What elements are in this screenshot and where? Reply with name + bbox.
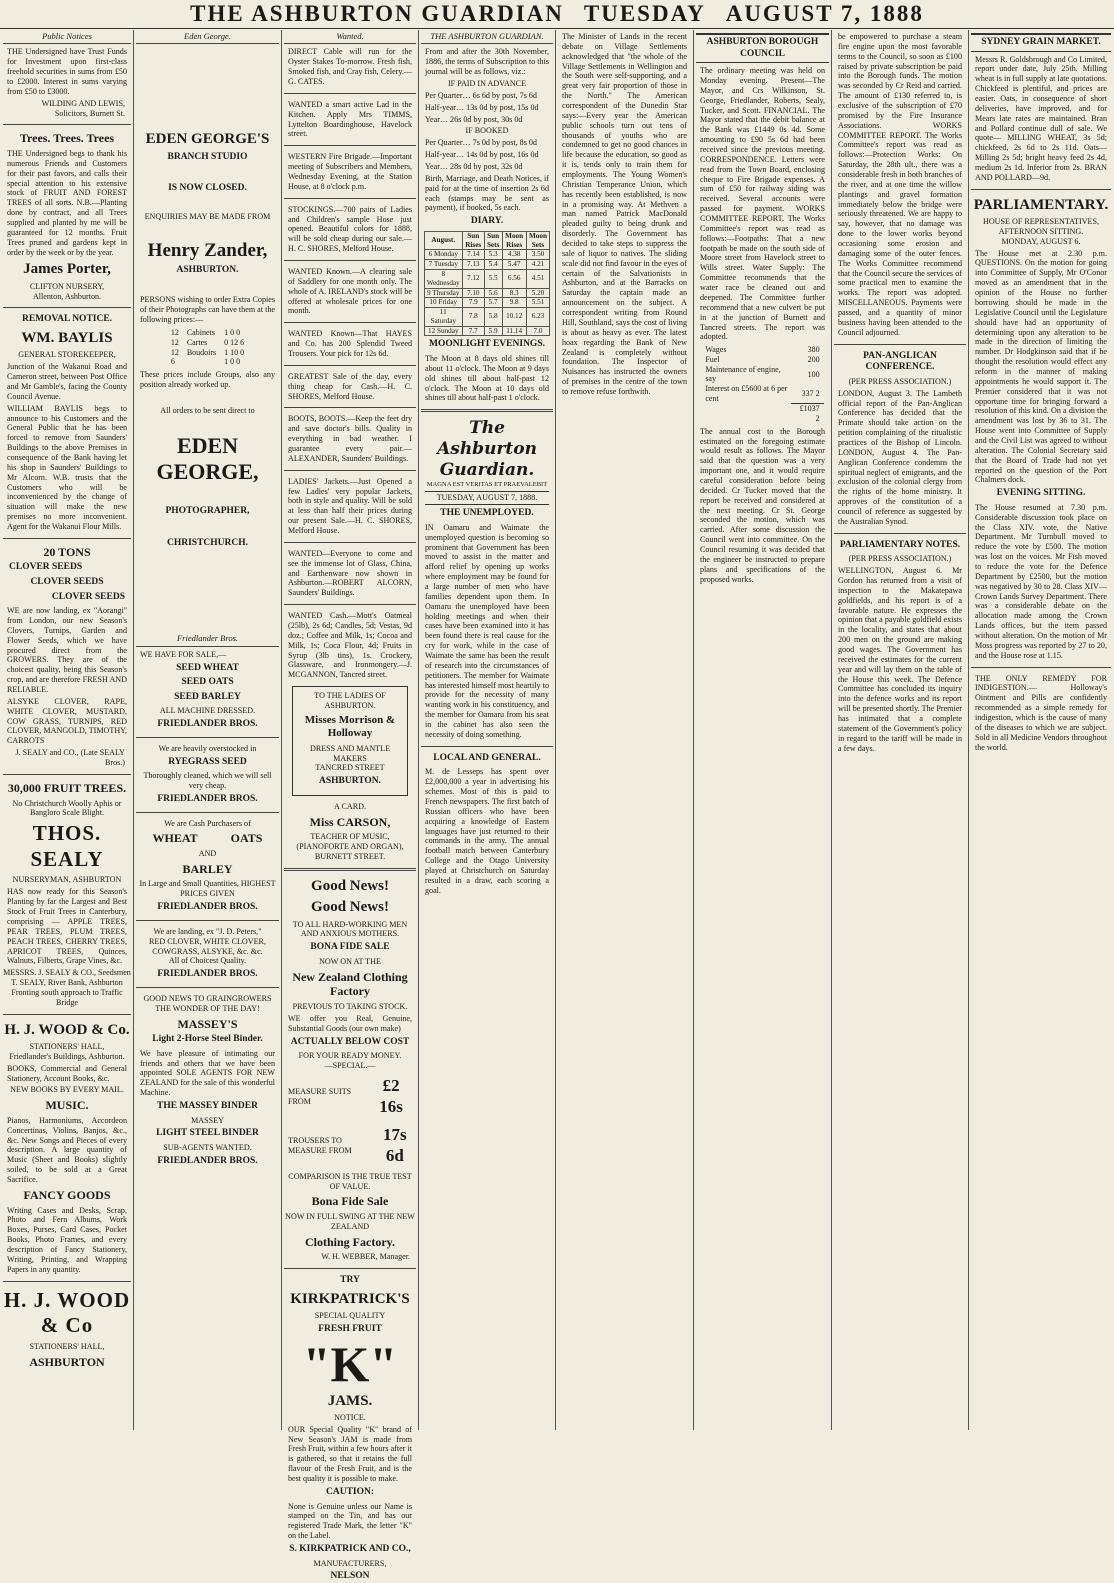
table-row: £1037 2 xyxy=(701,404,823,424)
borough-council-text-2: The annual cost to the Borough estimated on the foregoing estimate would result as follows. The Mayor said that the question was a very important one, and it would require careful consideration before being decided. Cr Tucker moved that the report be received and considered at the next meeting. Cr St. George seconded the motion, which was carried. After some discussion the Council went into committee. On the Council resuming it was decided that the engineer be instructed to prepare plans and specifications of the proposed works. xyxy=(700,426,825,584)
table-row: 6 Monday 7.14 5.3 4.38 3.50 xyxy=(424,250,550,260)
porter-name: James Porter, xyxy=(23,261,111,278)
fried-line: THE MASSEY BINDER xyxy=(156,1101,258,1112)
subscription-terms: From and after the 30th November, 1886, the terms of Subscription to this journal will be as follows, viz.: xyxy=(425,47,549,77)
misses-sub: DRESS AND MANTLE MAKERS xyxy=(309,743,391,763)
wood-books-note: NEW BOOKS BY EVERY MAIL. xyxy=(10,1085,124,1095)
suit-price-row xyxy=(288,1073,412,1120)
column-rule xyxy=(555,30,556,1430)
fried-line: We are heavily overstocked in xyxy=(158,743,257,753)
wanted-ad: WESTERN Fire Brigade.—Important meeting of Subscribers and Members, Wednesday Evening, at the Station House, at 8 o'clock p.m. xyxy=(288,152,412,191)
fried-line: MASSEY xyxy=(191,1115,224,1125)
moonlight-title: MOONLIGHT EVENINGS. xyxy=(429,339,545,350)
wanted-ad: GREATEST Sale of the day, every thing cheap for Cash.—H. C. SHORES, Melford House. xyxy=(288,371,412,401)
pan-anglican-text: LONDON, August 3. The Lambeth official report of the Pan-Anglican Conference has decided that the Primate should take action on the petition complaining of the ritualistic practices of the Bishop of Lincoln. LONDON, August 4. The Pan-Anglican Conference condemns the spiritual neglect of emigrants, and the exclusion of the colonial clergy from the rights of the home ministry. It approves of the constitution of a council of reference as suggested by the Australian Synod. xyxy=(838,388,962,526)
rates-row: Per Quarter… 7s 0d by post, 8s 0d xyxy=(425,138,537,148)
column-eden-george xyxy=(136,30,279,1430)
table-row: 10 Friday 7.9 5.7 9.8 5.51 xyxy=(424,298,550,308)
kirk-mfr: MANUFACTURERS, xyxy=(313,1558,387,1568)
leader-title: THE UNEMPLOYED. xyxy=(440,508,534,519)
parliamentary-date: MONDAY, AUGUST 6. xyxy=(1001,236,1081,246)
fruit-trees-sig: T. SEALY, River Bank, Ashburton xyxy=(11,978,123,988)
fried-signature: FRIEDLANDER BROS. xyxy=(157,969,258,980)
orders-direct: All orders to be sent direct to xyxy=(160,405,255,415)
parliamentary-notes-assoc: (PER PRESS ASSOCIATION.) xyxy=(848,554,952,564)
seeds-ad: WE are now landing, ex "Aorangi" from London, our new Season's Clovers, Turnips, Garden and Flower Seeds, which we have procured direct from the GROWERS. They are of the choicest quality, being this Season's crop, and are therefore FRESH AND RELIABLE. xyxy=(7,606,127,695)
fried-line: WHEAT xyxy=(152,831,198,846)
pan-anglican-title: PAN-ANGLICAN CONFERENCE. xyxy=(863,350,937,373)
fried-line: THE WONDER OF THE DAY! xyxy=(155,1003,260,1013)
afternoon-label: AFTERNOON SITTING. xyxy=(998,226,1084,236)
table-row: 8 Wednesday 7.12 5.5 6.56 4.51 xyxy=(424,269,550,288)
section-label: THE ASHBURTON GUARDIAN. xyxy=(421,30,553,44)
masthead-date: AUGUST 7, 1888 xyxy=(725,1,924,26)
enquiries-text: ENQUIRIES MAY BE MADE FROM xyxy=(144,211,271,221)
kirk-jams: JAMS. xyxy=(327,1392,373,1409)
fried-line: SEED WHEAT xyxy=(176,662,239,673)
fruit-trees-sig: MESSRS. J. SEALY & CO., Seedsmen xyxy=(3,968,131,978)
baylis-ad: WILLIAM BAYLIS begs to announce to his Customers and the General Public that he has been forced to remove from Saunders' Buildings to the above Premises in consequence of the Bank having let his shop in Saunders' Buildings to Mr Alcorn. W.B. trusts that the Customers who will be inconvenienced by the change of situation will make the new premises no more inconvenient. Agent for the Wakanui Flour Mills. xyxy=(7,403,127,531)
studio-closed: IS NOW CLOSED. xyxy=(168,183,247,194)
newspaper-masthead xyxy=(0,0,1114,29)
baylis-subtitle: GENERAL STOREKEEPER, xyxy=(18,350,116,360)
good-news-manager: W. H. WEBBER, Manager. xyxy=(321,1252,410,1262)
table-header: August. Sun Rises Sun Sets Moon Rises Moon Sets xyxy=(424,231,550,250)
wanted-ad: LADIES' Jackets.—Just Opened a few Ladies' very popular Jackets, both in style and quality. Will be sold at less than half their prices during our present Sale.—H. C. SHORES, Melford House. xyxy=(288,476,412,536)
fried-line: GOOD NEWS TO GRAINGROWERS xyxy=(143,993,272,1003)
misses-pre: TO THE LADIES OF ASHBURTON. xyxy=(314,691,386,711)
newspaper-title: THE ASHBURTON GUARDIAN xyxy=(190,1,564,26)
fried-line: SEED BARLEY xyxy=(174,691,241,702)
carson-sub: (PIANOFORTE AND ORGAN), xyxy=(296,842,404,852)
porter-address: Allenton, Ashburton. xyxy=(32,291,102,301)
extra-copies-text: PERSONS wishing to order Extra Copies of their Photographs can have them at the following prices:— xyxy=(140,295,275,325)
fried-intro: WE HAVE FOR SALE,— xyxy=(140,649,227,659)
fried-line: In Large and Small Quantities, HIGHEST PRICES GIVEN xyxy=(139,879,276,899)
wanted-ad: WANTED Known—That HAYES and Co. has 200 Splendid Tweed Trousers. Your pick for 12s 6d. xyxy=(288,329,412,358)
fried-line: We have pleasure of intimating our friends and others that we have been appointed SOLE AGENTS FOR NEW ZEALAND for the sale of this wonderful Machine. xyxy=(140,1048,275,1098)
parliamentary-title: PARLIAMENTARY. xyxy=(973,196,1109,213)
kirk-text: OUR Special Quality "K" brand of New Season's JAM is made from Fresh Fruit, within a few hours after it is gathered, so that it retains the full flavour of the Fresh Fruit, and is the best quality it is possible to make. xyxy=(288,1424,412,1484)
kirk-special: SPECIAL QUALITY xyxy=(314,1311,386,1321)
rates-row: Half-year… 13s 0d by post, 15s 0d xyxy=(425,102,539,112)
seeds-heading: CLOVER SEEDS xyxy=(9,562,83,573)
moonlight-text: The Moon at 8 days old shines till about 11 o'clock. The Moon at 9 days old shines till about half-past 12 o'clock. The Moon at 10 days old shines till about half-past 1 o'clock. xyxy=(425,354,549,403)
column-rule xyxy=(968,30,969,1430)
column-rule xyxy=(418,30,419,1430)
fried-line: Thoroughly cleaned, which we will sell very cheap. xyxy=(143,771,272,791)
good-news-line: COMPARISON IS THE TRUE TEST OF VALUE. xyxy=(288,1171,412,1191)
fancy-goods-heading: FANCY GOODS xyxy=(23,1187,111,1202)
seeds-heading-tons: 20 TONS xyxy=(43,544,91,559)
table-row: 12 Boudoirs 1 10 0 xyxy=(170,347,245,357)
wanted-ad: WANTED a smart active Lad in the Kitchen. Apply Mrs TIMMS, Lyttelton Boardinghouse, Havelock street. xyxy=(288,99,412,139)
fruit-trees-ad: HAS now ready for this Season's Planting by far the Largest and Best Stock of Fruit Trees in Canterbury, comprising — APPLE TREES, PEAR TREES, PLUM TREES, PEACH TREES, CHERRY TREES, APRICOT TREES, Quinces, Walnuts, Filberts, Grape Vines, &c. xyxy=(7,887,127,966)
kirk-town: NELSON xyxy=(330,1571,370,1582)
evening-text: The House resumed at 7.30 p.m. Considerable discussion took place on the Class XIV. vote, the Native Department. Mr Turnbull moved to reduce the vote by £500. The motion was lost on the voices. Mr Fish moved to reduce the vote for the Defence Department by £2500, but the motion was negatived by 30 to 28. Class XIV—Crown Lands Survey Department. There was a considerable debate on the allocation made among the Crown Lands offices, but the item passed without alteration. On the motion of Mr Moss progress was reported by 27 to 20, and the House rose at 1.15. xyxy=(975,502,1107,660)
seeds-heading: CLOVER SEEDS xyxy=(30,577,104,588)
wood-firm-name: H. J. WOOD & Co. xyxy=(4,1021,130,1038)
rates-row: Year… 28s 0d by post, 32s 0d xyxy=(425,161,523,171)
fancy-goods-ad: Writing Cases and Desks, Scrap, Photo and Fern Albums, Work Boxes, Purses, Card Cases, Pocket Books, Photo Frames, and every description of Fancy Stationery, Writing, Printing, and Wrapping Papers in any quantity. xyxy=(7,1205,127,1274)
estimate-table xyxy=(701,345,823,424)
eden-george-name: EDEN GEORGE, xyxy=(156,432,259,485)
good-news-line: —SPECIAL.— xyxy=(324,1060,376,1070)
good-news-factory: New Zealand Clothing Factory xyxy=(292,969,408,999)
suit-price: £2 16s xyxy=(379,1075,403,1116)
carson-role: TEACHER OF MUSIC, xyxy=(310,832,390,842)
column-rule xyxy=(133,30,134,1430)
leader-text: IN Oamaru and Waimate the unemployed question is becoming so prominent that Government has been moved to assist in the matter and afford relief by opening up works where employment may be found for a large number of men who have families dependent upon them. In Oamaru the unemployed have been holding meetings and when their cases have been examined into it has been found there is real cause for the cry for work, while in the case of Waimate the same has been the result of research into the circumstances of petitioners. The member for Waimate has interested himself most heartily to provide for the necessity of many wanting work in his constituency, and the member for Oamaru from his seat in the cabinet has also seen the necessity of doing something. xyxy=(425,522,549,739)
fried-signature: FRIEDLANDER BROS. xyxy=(157,719,258,730)
fried-line: BARLEY xyxy=(182,861,233,876)
pan-anglican-assoc: (PER PRESS ASSOCIATION.) xyxy=(848,376,952,386)
fried-line: MASSEY'S xyxy=(177,1016,238,1031)
baylis-address: Junction of the Wakanui Road and Cameron street, between Post Office and Mr Gamble's, facing the County Council Avenue. xyxy=(7,362,127,401)
fried-line: All of Choicest Quality. xyxy=(168,956,247,966)
borough-council-title: ASHBURTON BOROUGH COUNCIL xyxy=(696,33,829,63)
table-row: 7 Tuesday 7.13 5.4 5.47 4.21 xyxy=(424,260,550,270)
fried-signature: FRIEDLANDER BROS. xyxy=(157,1155,258,1166)
wanted-ad: BOOTS, BOOTS.—Keep the feet dry and save doctor's bills. Quality in everything in bad weather. I guarantee every pair.—ALEXANDER, Saunders' Buildings. xyxy=(288,414,412,463)
table-row: 12 Cabinets 1 0 0 xyxy=(170,328,241,337)
editorial-date: TUESDAY, AUGUST 7, 1888. xyxy=(425,491,549,505)
seeds-heading: CLOVER SEEDS xyxy=(51,591,125,602)
column-rule xyxy=(693,30,694,1430)
table-row: Maintenance of engine, say 100 xyxy=(705,364,820,384)
good-news-line: PREVIOUS TO TAKING STOCK. xyxy=(292,1001,408,1011)
photographer-label: PHOTOGRAPHER, xyxy=(165,506,250,517)
trousers-price-row xyxy=(288,1122,412,1169)
kirk-caution: CAUTION: xyxy=(325,1486,375,1497)
zander-town: ASHBURTON. xyxy=(176,264,239,275)
carson-name: Miss CARSON, xyxy=(309,814,391,829)
fried-line: OATS xyxy=(230,831,263,846)
thos-sealy-name: THOS. SEALY xyxy=(30,821,104,871)
fried-signature: FRIEDLANDER BROS. xyxy=(157,793,258,804)
fried-grain-row xyxy=(136,828,279,849)
eden-george-heading: EDEN GEORGE'S xyxy=(145,131,270,148)
branch-studio: BRANCH STUDIO xyxy=(167,151,248,162)
kirk-name: KIRKPATRICK'S xyxy=(290,1290,410,1307)
carson-addr: BURNETT STREET. xyxy=(314,852,386,862)
music-heading: MUSIC. xyxy=(45,1098,89,1113)
good-news-line: NOW IN FULL SWING AT THE NEW ZEALAND xyxy=(285,1212,415,1231)
column-public-notices xyxy=(3,30,131,1430)
column-parliamentary xyxy=(971,30,1111,1430)
holloway-footer: THE ONLY REMEDY FOR INDIGESTION.— Holloway's Ointment and Pills are confidently recommended as a simple remedy for indigestion, which is the cause of many of the diseases to which we are subject. Sold in all Medicine Vendors throughout the world. xyxy=(975,673,1107,752)
photo-price-table xyxy=(167,328,248,367)
music-ad: Pianos, Harmoniums, Accordeon Concertinas, Violins, Banjos, &c., &c. New Songs and Pieces of every description. A large quantity of Music (Sheet and Books) slightly soiled, to be sold at a Great Sacrifice. xyxy=(7,1115,127,1185)
local-general-title: LOCAL AND GENERAL. xyxy=(433,752,541,763)
parliamentary-notes-title: PARLIAMENTARY NOTES. xyxy=(839,539,961,550)
news-text: The Minister of Lands in the recent debate on Village Settlements acknowledged that "the whole of the Village Settlements in Wellington and the South were self-supporting, and a great very fair proportion of those in the North." The American correspondent of the Dunedin Star says:—Every year the American public schools turn out tens of thousands of youths who are condemned to get no good chances in life because the education, so good as it is, tends only to train them for employments. The Young Women's Christian Temperance Union, which has recently been established, is now in a promising way. At Methven a man named Patrick MacDonald pleaded guilty to being drunk and disorderly. The Government has decided to take steps to suppress the sale of liquor to natives. The sliding scale did not find favour in the eyes of certain of the Salvationists in Ashburton, and at the Barracks on Saturday the captain made an announcement on the subject. A correspondent writing from Round Hill, Southland, says the cost of living is about as heavy as ever. The latest hoax regarding the Bank of New Zealand is completely without foundation. The Inspector of Nuisances has instructed the owners of premises in the centre of the town to remove refuse forthwith. xyxy=(562,32,687,396)
trousers-label: TROUSERS TO MEASURE FROM xyxy=(288,1136,352,1156)
guardian-motto: MAGNA EST VERITAS ET PRAEVALEBIT xyxy=(426,480,548,488)
wanted-ad: WANTED—Everyone to come and see the immense lot of Glass, China, and Earthenware now shown in Ashburton.—ROBERT ALCORN, Saunders' Buildings. xyxy=(288,548,412,598)
parliamentary-text: The House met at 2.30 p.m. QUESTIONS. On the motion for going into Committee of Supply, Mr O'Conor moved as an amendment that in the opinion of the House no further borrowing should be made in the Legislative Council until the Legislature should have had an opportunity of determining upon any alteration to be made in the direction of limiting the number. Dr Hodgkinson said that if he thought the resolution would effect any reform in the manner of making appointments he would support it. The Premier considered that it was not opportune time for bringing forward a resolution of this kind. On a division the amendment was lost by 36 to 31. The House went into Committee of Supply and the Civil List was agreed to without alteration. The Colonial Secretary said that the Board of Trade had not yet reported on the question of the Port Chalmers dock. xyxy=(975,248,1107,485)
fruit-trees-sub: No Christchurch Woolly Aphis or Bangloro Scale Blight. xyxy=(12,798,122,818)
wanted-ad: STOCKINGS.—700 pairs of Ladies and Children's sample Hose just opened. Beautiful colors for 1888, will be sold cheap during our sale.—H. C. SHORES, Melford House. xyxy=(288,204,412,254)
section-label: Wanted. xyxy=(284,30,416,44)
grain-market-title: SYDNEY GRAIN MARKET. xyxy=(971,33,1111,52)
masthead-weekday: TUESDAY xyxy=(583,1,706,26)
if-booked: IF BOOKED xyxy=(465,126,509,136)
fried-line: Light 2-Horse Steel Binder. xyxy=(152,1034,263,1045)
fried-line: ALL MACHINE DRESSED. xyxy=(159,706,256,716)
house-label: HOUSE OF REPRESENTATIVES, xyxy=(982,217,1100,227)
good-news-line: TO ALL HARD-WORKING MEN AND ANXIOUS MOTHERS. xyxy=(292,919,408,939)
removal-heading: REMOVAL NOTICE. xyxy=(21,314,113,325)
fruit-trees-heading: 30,000 FRUIT TREES. xyxy=(7,780,127,795)
wanted-ad: WANTED Cash.—Mott's Oatmeal (25lb), 2s 6d; Candles, 5d; Vestas, 9d doz.; Coffee and Milk, 1s; Cocoa and Milk, 1s; Coca Flour, 4d; Fruits in Syrup (3lb tins), 1s. Crockery, Glassware, and Ironmongery.—J. MCGANNON, Tancred street. xyxy=(288,611,412,680)
wanted-ad: DIRECT Cable will run for the Oyster Stakes To-morrow. Fresh fish, Smoked fish, and Cray fish, Celery.—G. CATES. xyxy=(288,47,412,86)
borough-council-text: The ordinary meeting was held on Monday evening. Present—The Mayor, and Crs Wilkinson, St. George, Friedlander, Roberts, Sealy, Tucker, and Scott. FINANCIAL. The Mayor stated that the debit balance at the Bank was £1449 0s 4d. Some amounting to £90 5s 6d had been received since the previous meeting. CORRESPONDENCE. Letters were read from the Town Board, enclosing cheque to Fire Brigade expenses. A sum of £50 for railway siding was received. Several accounts were passed for payment. WORKS COMMITTEE REPORT. The Works Committee's report was read as follows:—Footpaths: That a new footpath be made on the south side of Moore street from Havelock street to Wills street. Water Supply: The Committee recommends that the water race be cleaned out and deepened. The Committee further recommend that a new culvert be put in at the junction of Burnett and Tancred streets. The report was adopted. xyxy=(700,66,825,342)
christchurch-label: CHRISTCHURCH. xyxy=(166,537,249,548)
diary-table xyxy=(424,231,551,337)
wanted-ad: WANTED Known.—A clearing sale of Saddlery for one month only. The whole of A. IRELAND's stock will be offered at wholesale prices for one month. xyxy=(288,266,412,316)
column-conference xyxy=(834,30,966,1430)
suit-label: MEASURE SUITS FROM xyxy=(288,1086,352,1106)
kirk-k-mark: "K" xyxy=(302,1335,398,1392)
misses-addr: TANCRED STREET xyxy=(315,763,385,773)
trees-heading: Trees. Trees. Trees xyxy=(19,131,115,146)
wood-books-ad: BOOKS, Commercial and General Stationery, Account Books, &c. xyxy=(7,1063,127,1083)
carson-pre: A CARD. xyxy=(334,801,366,811)
diary-title: DIARY. xyxy=(470,216,504,227)
rates-row: Half-year… 14s 0d by post, 16s 0d xyxy=(425,150,539,160)
fried-signature: FRIEDLANDER BROS. xyxy=(157,902,258,913)
table-row: 6 1 0 0 xyxy=(170,357,241,367)
fried-line: We are Cash Purchasers of xyxy=(164,818,251,828)
baylis-name: WM. BAYLIS xyxy=(21,330,113,347)
sealy-signature: J. SEALY and CO., (Late SEALY Bros.) xyxy=(15,748,125,768)
notices-terms: Birth, Marriage, and Death Notices, if paid for at the time of insertion 2s 6d each (stamps may be sent as payment), if booked, 5s each. xyxy=(425,173,549,213)
guardian-masthead: The Ashburton Guardian. xyxy=(437,418,537,480)
misses-name: Misses Morrison & Holloway xyxy=(304,713,396,740)
trust-funds-signature: WILDING AND LEWIS, Solicitors, Burnett St. xyxy=(41,98,125,118)
good-news-line: FOR YOUR READY MONEY. xyxy=(298,1051,402,1061)
column-rule xyxy=(831,30,832,1430)
rates-row: Per Quarter… 6s 6d by post, 7s 6d xyxy=(425,90,537,100)
kirk-caution-text: None is Genuine unless our Name is stamped on the Tin, and has our registered Trade Mark, the letter "K" on the Label. xyxy=(288,1501,412,1541)
fried-line: RED CLOVER, WHITE CLOVER, xyxy=(149,936,266,946)
fried-line: RYEGRASS SEED xyxy=(168,756,247,767)
grain-market-text: Messrs R. Goldsbrough and Co Limited, report under date, July 25th. Milling wheat is in full supply at late quotations. Chickfeed is plentiful, and prices are easier. Oats, in consequence of short deliveries, have improved, and for Mears late rates are maintained. Bran and Pollard continue dull of sale. We quote— MILLING WHEAT, 3s 5d; chickfeed, 2s 6d to 2s 11d. Oats—Milling 2s 5d; bright heavy feed 2s 4d, medium 2s 1d. Inferior from 2s. BRAN AND POLLARD—9d. xyxy=(975,54,1107,182)
wood-address: Friedlander's Buildings, Ashburton. xyxy=(9,1051,125,1061)
wood-firm-name: H. J. WOOD & Co xyxy=(3,1287,131,1338)
clothing-factory-heading: Clothing Factory. xyxy=(305,1234,395,1249)
trousers-price: 17s 6d xyxy=(383,1125,407,1166)
porter-nursery: CLIFTON NURSERY, xyxy=(29,281,105,291)
parliamentary-notes-text: WELLINGTON, August 6. Mr Gordon has returned from a visit of inspection to the Makatepawa goldfields, and his report is of a favorable nature. He expresses the opinion that a payable goldfield exists in the locality, and states that about 200 men on the ground are making good wages. The Government has received the estimates for the current year and will lay them on the table of the House this week. The Defence Committee has concluded its inquiry into the defence works and its report will be presented shortly. The Premier has intimated that a complete statement of the Government's policy in regard to the tariff will be made in a few days. xyxy=(838,566,962,753)
local-general-text: M. de Lesseps has spent over £2,000,000 a year in advertising his schemes. Most of this is paid to French newspapers. The first batch of Russian officers who have been acquiring a knowledge of Eastern languages have just returned to their commands in the army. The annual football match between Canterbury College and the Otago University played at Christchurch on Saturday resulted in a draw, each scoring a goal. xyxy=(425,767,549,895)
good-news-heading: Good News! xyxy=(311,899,389,916)
section-label: Friedlander Bros. xyxy=(136,632,279,646)
bona-fide-heading: Bona Fide Sale xyxy=(311,1194,389,1209)
good-news-line: ACTUALLY BELOW COST xyxy=(290,1036,410,1047)
misses-town: ASHBURTON. xyxy=(318,776,382,787)
column-rule xyxy=(281,30,282,1430)
thos-sealy-sub: NURSERYMAN, ASHBURTON xyxy=(12,875,122,885)
fruit-trees-sig: Fronting south approach to Traffic Bridge xyxy=(11,987,123,1007)
table-row: Wages 380 xyxy=(705,345,820,355)
table-row: 9 Thursday 7.10 5.6 8.3 5.20 xyxy=(424,288,550,298)
seeds-list: ALSYKE CLOVER, RAPE, WHITE CLOVER, MUSTARD, COW GRASS, TURNIPS, RED CLOVER, MANGOLD, TIMOTHY, CARROTS xyxy=(7,696,127,746)
table-row: 12 Cartes 0 12 6 xyxy=(170,337,245,347)
fried-line: AND xyxy=(198,849,217,858)
column-editorial xyxy=(421,30,553,1430)
wood-town: ASHBURTON xyxy=(29,1354,105,1369)
table-row: 12 Sunday 7.7 5.9 11.14 7.0 xyxy=(424,326,550,336)
fried-line: We are landing, ex "J. D. Peters," xyxy=(153,926,262,936)
table-row: Fuel 200 xyxy=(705,354,820,364)
section-label: Eden George. xyxy=(136,30,279,44)
fried-line: LIGHT STEEL BINDER xyxy=(156,1128,259,1139)
prices-note: These prices include Groups, also any position already worked up. xyxy=(140,370,275,389)
good-news-line: NOW ON AT THE xyxy=(319,956,381,966)
kirk-fresh: FRESH FRUIT xyxy=(318,1324,382,1335)
good-news-line: BONA FIDE SALE xyxy=(310,942,390,953)
kirk-firm: S. KIRKPATRICK AND CO., xyxy=(289,1543,411,1554)
table-row: Interest on £5600 at 6 per cent 337 2 xyxy=(705,384,820,403)
kirk-try: TRY xyxy=(340,1275,360,1286)
trees-ad: THE Undersigned begs to thank his numerous Friends and Customers for their past favors, and calls their special attention to his extensive stock of FRUIT AND FOREST TREES of all sorts. N.B.—Planting done by contract, and all Trees supplied and planted by me will be guaranteed for 12 months. Fruit Trees pruned and gardens kept in order by the week or by the year. xyxy=(7,149,127,257)
fried-line: COWGRASS, ALSYKE, &c. &c. xyxy=(152,946,263,956)
fried-line: SEED OATS xyxy=(181,677,234,688)
column-news xyxy=(558,30,691,1430)
zander-name: Henry Zander, xyxy=(147,239,268,261)
column-borough-council xyxy=(696,30,829,1430)
misses-morrison-ad xyxy=(292,686,408,796)
evening-title: EVENING SITTING. xyxy=(996,488,1086,499)
rates-row: Year… 26s 0d by post, 30s 0d xyxy=(425,114,523,124)
council-continuation: be empowered to purchase a steam fire engine upon the most favorable terms to the Council, so soon as £100 raised by private subscription be paid into the Borough funds. The motion was seconded by Cr Reid and carried. The amount of £130 referred to, is exclusive of the subscription of £70 promised by the Fire Insurance Associations. WORKS COMMITTEE REPORT. The Works Committee's report was read as follows:—Protection Works: On Saturday, the 28th ult., there was a considerable fresh in both branches of the river, and at one time the willow plantings and gravel formation immediately below the bridge were seriously threatened. We are happy to say, however, that no damage was done to the lower works beyond occasioning some erosion and damaging some of the outer fences. The Works Committee recommend that the Council secure the services of some practical men to examine the works. The report was adopted. MISCELLANEOUS. Payments were passed, and a quantity of minor business having been attended to the Council adjourned. xyxy=(838,32,962,337)
paid-in-advance: IF PAID IN ADVANCE xyxy=(447,78,527,88)
good-news-heading: Good News! xyxy=(311,877,389,894)
section-label: Public Notices xyxy=(3,30,131,44)
trust-funds-ad: THE Undersigned have Trust Funds for Investment upon first-class freehold securities in sums from £50 to £2000. Interest in sums varying from £50 to £3000. xyxy=(7,47,127,96)
column-wanted xyxy=(284,30,416,1582)
wood-hall: STATIONERS' HALL, xyxy=(29,1341,105,1351)
good-news-line: WE offer you Real, Genuine, Substantial Goods (our own make) xyxy=(288,1013,412,1033)
kirk-notice: NOTICE. xyxy=(334,1412,366,1422)
wood-hall: STATIONERS' HALL, xyxy=(29,1041,105,1051)
table-row: 11 Saturday 7.8 5.8 10.12 6.23 xyxy=(424,308,550,327)
fried-line: SUB-AGENTS WANTED. xyxy=(163,1143,252,1153)
